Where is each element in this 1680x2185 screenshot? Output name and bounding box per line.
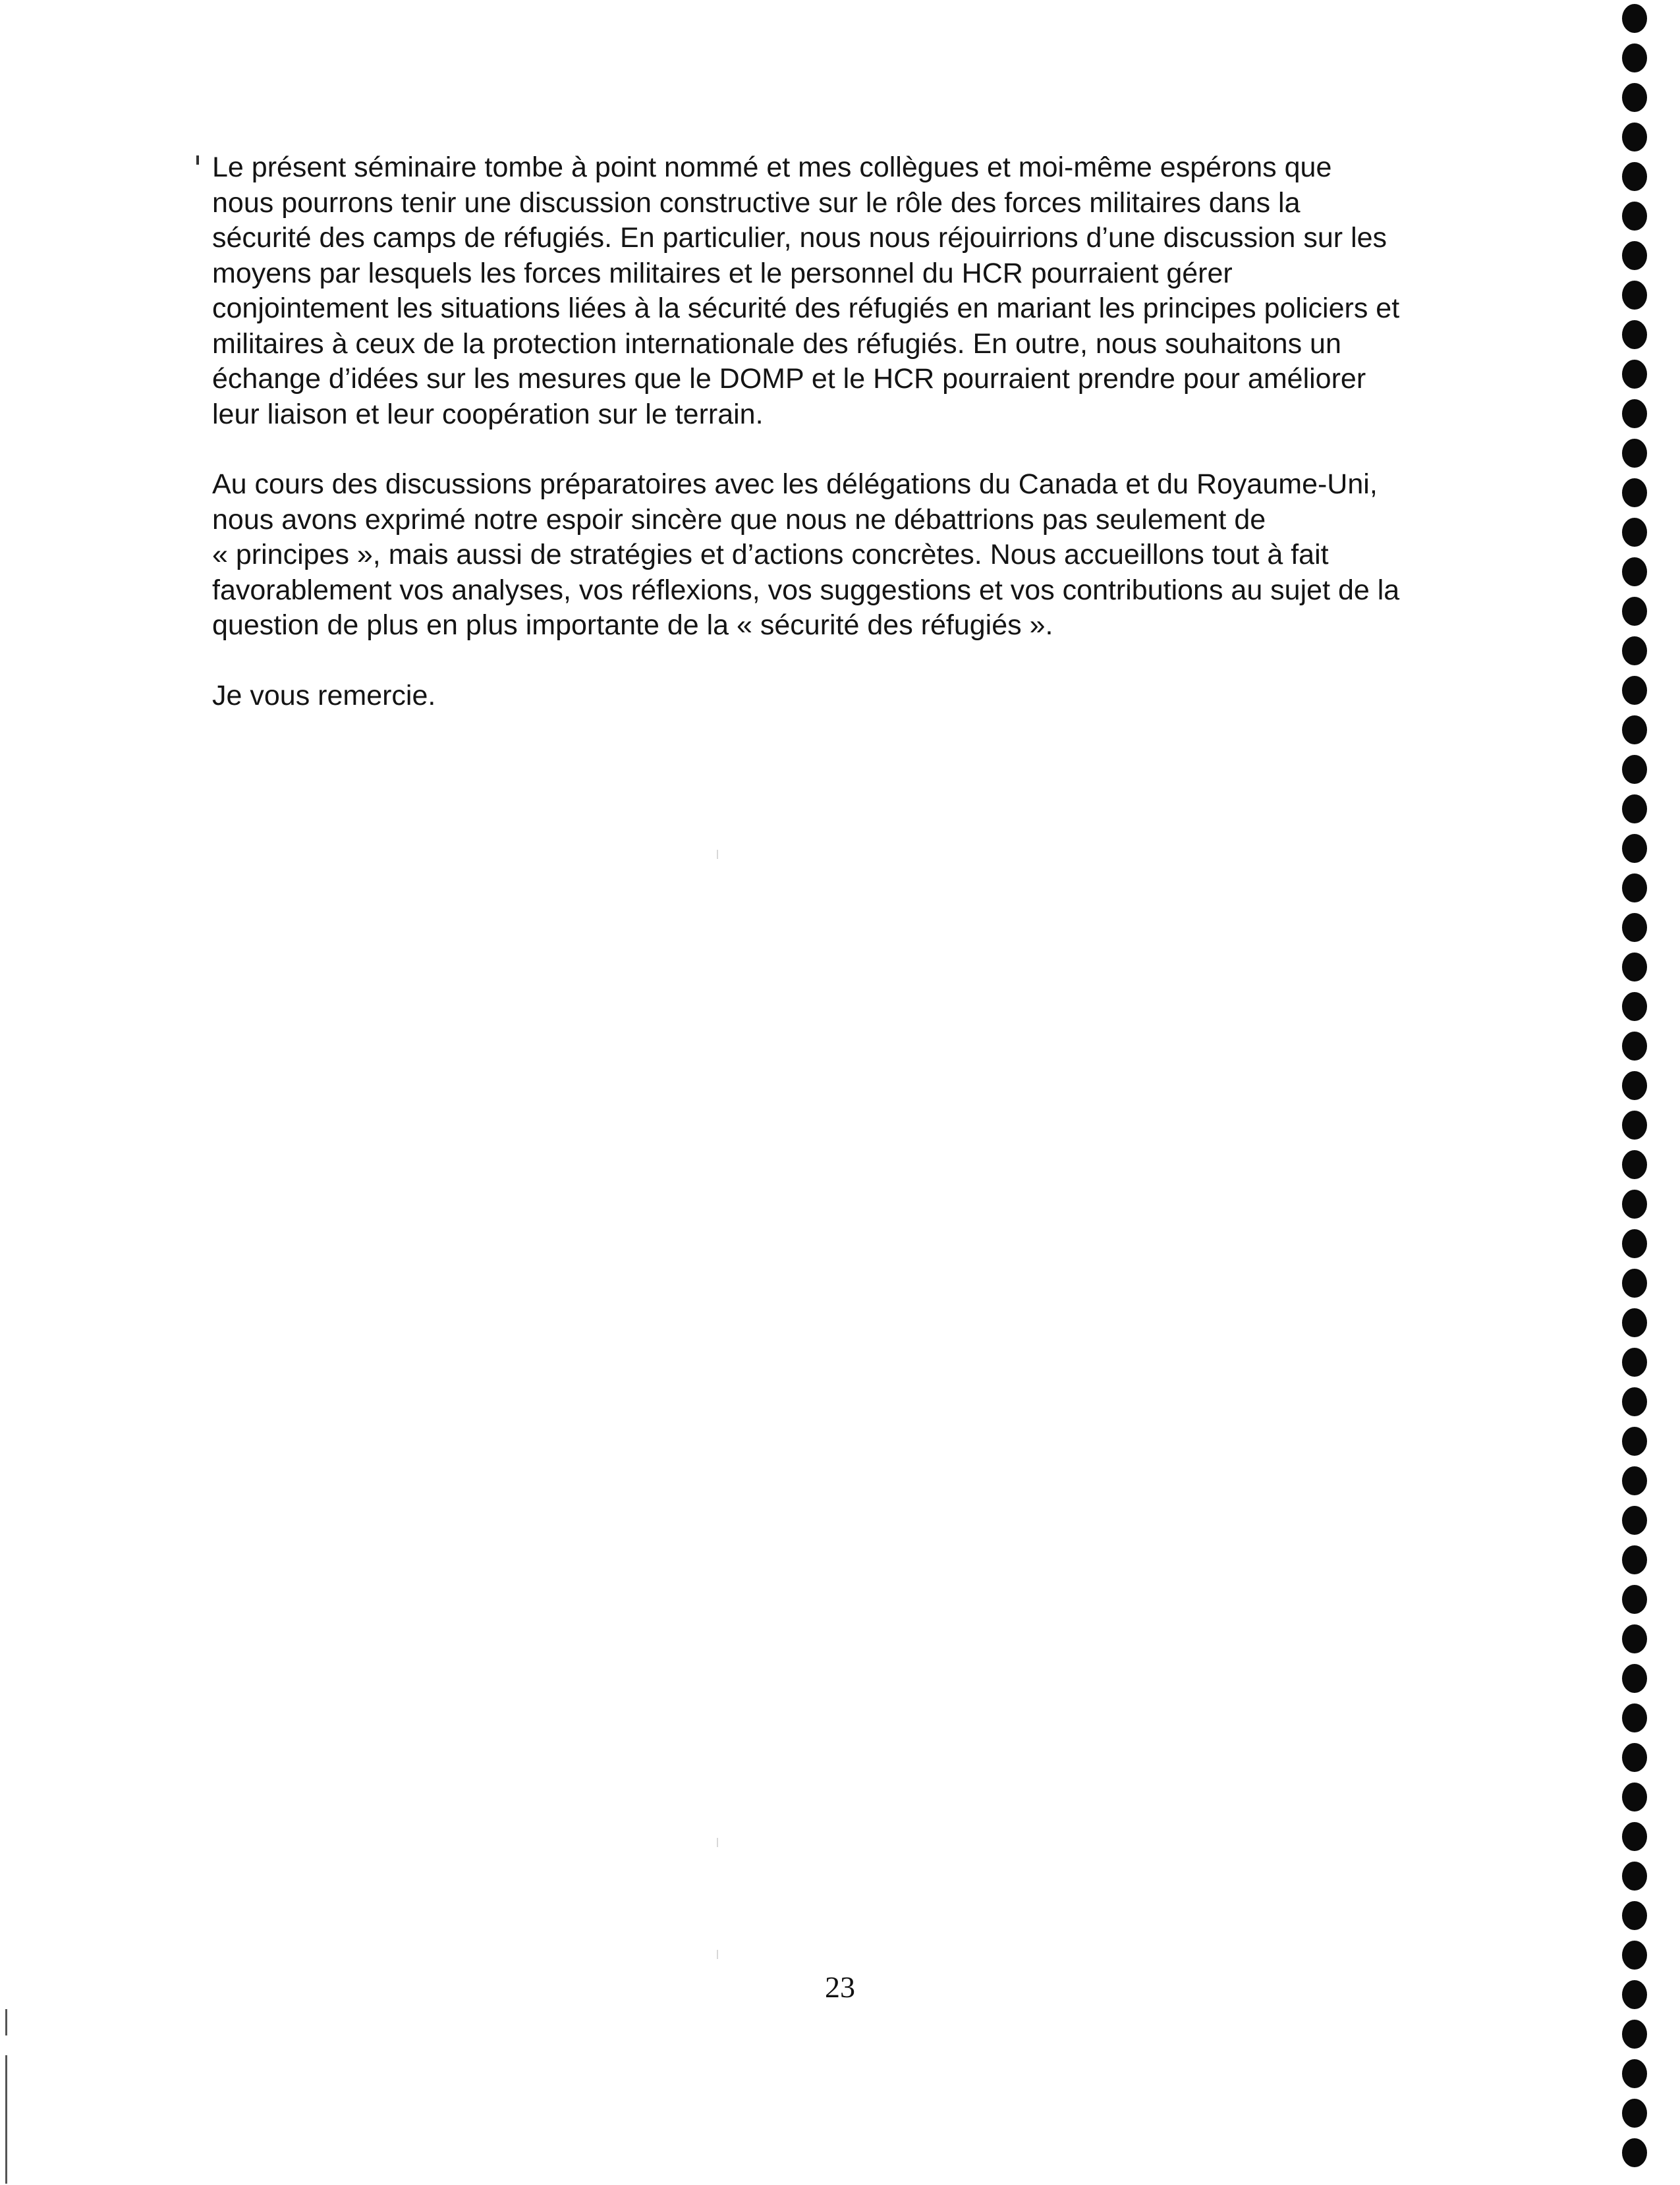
binding-hole — [1622, 1624, 1647, 1653]
binding-hole — [1622, 241, 1647, 270]
binding-hole — [1622, 1387, 1647, 1416]
scan-artifact — [717, 1838, 718, 1847]
binding-hole — [1622, 123, 1647, 152]
binding-hole — [1622, 1071, 1647, 1100]
binding-hole — [1622, 913, 1647, 942]
paragraph-seminar: Le présent séminaire tombe à point nommé et mes collègues et moi-même espérons que nous pourrons tenir une discussion constructive sur le rôle des forces militaires dans la sécurité des camps de réfugiés. En particulier, nous nous réjouirrions d’une discussion sur les moyens par lesquels les forces militaires et le personnel du HCR pourraient gérer conjointement les situations liées à la sécurité des réfugiés en mariant les principes policiers et militaires à ceux de la protection internationale des réfugiés. En outre, nous souhaitons un échange d’idées sur les mesures que le DOMP et le HCR pourraient prendre pour améliorer leur liaison et leur coopération sur le terrain. — [212, 152, 1400, 430]
binding-hole — [1622, 1545, 1647, 1574]
binding-hole — [1622, 518, 1647, 547]
binding-hole — [1622, 2099, 1647, 2128]
page-number: 23 — [825, 1970, 855, 2004]
binding-hole — [1622, 281, 1647, 310]
paragraph-discussions: Au cours des discussions préparatoires avec les délégations du Canada et du Royaume-Uni, nous avons exprimé notre espoir sincère que nous ne débattrions pas seulement de « principes », mais aussi de stratégies et d’actions concrètes. Nous accueillons tout à fait favorablement vos analyses, vos réflexions, vos suggestions et vos contributions au sujet de la question de plus en plus importante de la « sécurité des réfugiés ». — [212, 468, 1400, 641]
binding-hole — [1622, 715, 1647, 744]
binding-hole — [1622, 478, 1647, 507]
binding-hole — [1622, 1664, 1647, 1693]
document-body — [212, 150, 1503, 748]
binding-hole — [1622, 1348, 1647, 1377]
binding-hole — [1622, 1150, 1647, 1179]
binding-hole — [1622, 794, 1647, 823]
binding-hole — [1622, 1980, 1647, 2009]
binding-hole — [1622, 953, 1647, 982]
binding-hole — [1622, 162, 1647, 191]
binding-hole — [1622, 320, 1647, 349]
binding-hole — [1622, 1506, 1647, 1535]
binding-hole — [1622, 43, 1647, 72]
scan-mark — [196, 155, 199, 165]
scan-edge-mark — [5, 2055, 7, 2184]
binding-hole — [1622, 399, 1647, 428]
scan-artifact — [717, 850, 718, 859]
binding-hole — [1622, 834, 1647, 863]
binding-hole — [1622, 1269, 1647, 1298]
binding-holes — [1622, 0, 1648, 2185]
binding-hole — [1622, 1862, 1647, 1891]
binding-hole — [1622, 597, 1647, 626]
binding-hole — [1622, 992, 1647, 1021]
binding-hole — [1622, 83, 1647, 112]
binding-hole — [1622, 1703, 1647, 1732]
binding-hole — [1622, 1941, 1647, 1970]
binding-hole — [1622, 2020, 1647, 2049]
binding-hole — [1622, 1111, 1647, 1140]
binding-hole — [1622, 1427, 1647, 1456]
binding-hole — [1622, 873, 1647, 902]
binding-hole — [1622, 1901, 1647, 1930]
binding-hole — [1622, 2138, 1647, 2167]
binding-hole — [1622, 360, 1647, 389]
binding-hole — [1622, 1229, 1647, 1258]
binding-hole — [1622, 676, 1647, 705]
scan-edge-mark — [5, 2009, 7, 2035]
binding-hole — [1622, 1822, 1647, 1851]
binding-hole — [1622, 1190, 1647, 1219]
binding-hole — [1622, 202, 1647, 231]
binding-hole — [1622, 1783, 1647, 1812]
binding-hole — [1622, 2059, 1647, 2088]
paragraph-thanks: Je vous remercie. — [212, 679, 436, 711]
binding-hole — [1622, 1308, 1647, 1337]
binding-hole — [1622, 755, 1647, 784]
binding-hole — [1622, 1743, 1647, 1772]
binding-hole — [1622, 636, 1647, 665]
binding-hole — [1622, 439, 1647, 468]
binding-hole — [1622, 1585, 1647, 1614]
binding-hole — [1622, 4, 1647, 33]
binding-hole — [1622, 1032, 1647, 1061]
scan-artifact — [717, 1950, 718, 1959]
binding-hole — [1622, 1466, 1647, 1495]
binding-hole — [1622, 557, 1647, 586]
